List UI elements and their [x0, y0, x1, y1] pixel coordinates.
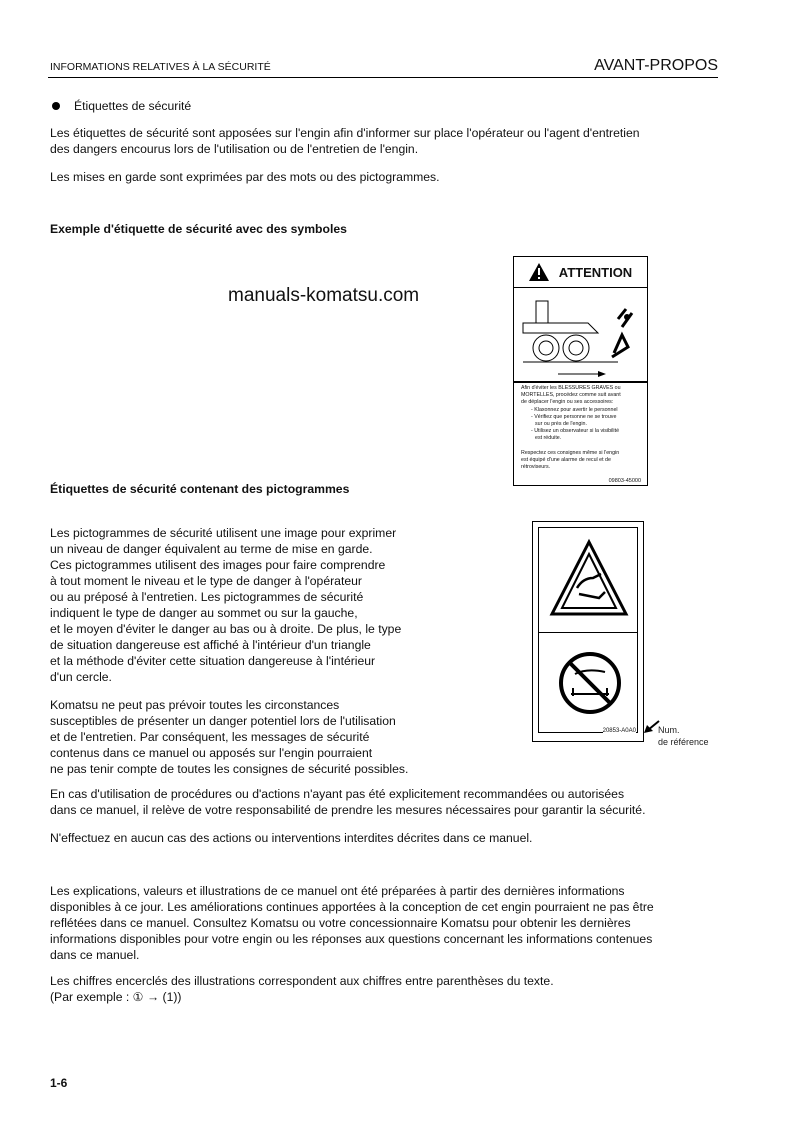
text-line: reflétées dans ce manuel. Consultez Komatsu ou votre concessionnaire Komatsu pour obtenir les dernières — [50, 916, 631, 930]
attention-label — [513, 256, 648, 486]
text-line: disponibles à ce jour. Les améliorations continues apportées à la conception de cet engin pourraient ne pas être — [50, 900, 654, 914]
heading-symbols: Exemple d'étiquette de sécurité avec des symboles — [50, 222, 347, 236]
text-line: et la méthode d'éviter cette situation dangereuse à l'intérieur — [50, 654, 376, 668]
text-line: est équipé d'une alarme de recul et de — [521, 456, 611, 463]
text-line: rétroviseurs. — [521, 464, 551, 471]
pictogram-label — [532, 521, 644, 742]
attention-text — [521, 385, 645, 471]
text-line: et de l'entretien. Par conséquent, les messages de sécurité — [50, 730, 370, 744]
text-line: indiquent le type de danger au sommet ou sur la gauche, — [50, 606, 358, 620]
text-line: Les explications, valeurs et illustrations de ce manuel ont été préparées à partir des dernières informations — [50, 884, 625, 898]
text-line: (Par exemple : ① → (1)) — [50, 990, 182, 1004]
text-line: de situation dangereuse est affiché à l'intérieur d'un triangle — [50, 638, 371, 652]
label-code: 09803-45000 — [608, 478, 641, 484]
text-line: dans ce manuel, il relève de votre responsabilité de prendre les mesures nécessaires pour garantir la sécurité. — [50, 803, 646, 817]
text-line: MORTELLES, procédez comme suit avant — [521, 392, 621, 399]
bullet-icon — [52, 102, 60, 110]
text-line: à tout moment le niveau et le type de danger à l'opérateur — [50, 574, 362, 588]
reference-number-caption — [658, 724, 709, 748]
watermark: manuals-komatsu.com — [228, 285, 420, 306]
forbidden-paragraph: N'effectuez en aucun cas des actions ou interventions interdites décrites dans ce manuel. — [50, 831, 533, 845]
text-line: Les étiquettes de sécurité sont apposées sur l'engin afin d'informer sur place l'opérateur ou l'agent d'entretien — [50, 126, 640, 140]
text-line: Respectez ces consignes même si l'engin — [521, 449, 620, 456]
text-line: de déplacer l'engin ou ses accessoires: — [521, 399, 614, 406]
attention-title: ATTENTION — [558, 264, 633, 280]
text-line: d'un cercle. — [50, 670, 112, 684]
hand-hazard-triangle-icon — [549, 538, 629, 620]
text-line: Les pictogrammes de sécurité utilisent une image pour exprimer — [50, 526, 397, 540]
text-line: Komatsu ne peut pas prévoir toutes les circonstances — [50, 698, 340, 712]
text-line: et le moyen d'éviter le danger au bas ou à droite. De plus, le type — [50, 622, 402, 636]
text-line: contenus dans ce manuel ou apposés sur l'engin pourraient — [50, 746, 373, 760]
text-line: ou au préposé à l'entretien. Les pictogrammes de sécurité — [50, 590, 364, 604]
text-line: En cas d'utilisation de procédures ou d'actions n'ayant pas été explicitement recommandées ou autorisées — [50, 787, 625, 801]
header-section: INFORMATIONS RELATIVES À LA SÉCURITÉ — [50, 61, 271, 73]
text-line: est réduite. — [535, 435, 562, 442]
header-chapter: AVANT-PROPOS — [594, 57, 718, 74]
text-line: Num. — [658, 725, 680, 735]
explanations-paragraph — [50, 883, 730, 963]
text-line: sur ou près de l'engin. — [535, 421, 587, 428]
text-line: informations disponibles pour votre engin ou les réponses aux questions concernant les informations contenues — [50, 932, 653, 946]
page-number: 1-6 — [50, 1076, 68, 1090]
text-line: susceptibles de présenter un danger potentiel lors de l'utilisation — [50, 714, 396, 728]
text-line: Afin d'éviter les BLESSURES GRAVES ou — [521, 385, 621, 391]
text-line: Les chiffres encerclés des illustrations correspondent aux chiffres entre parenthèses du texte. — [50, 974, 554, 988]
text-line: - Utilisez un observateur si la visibilité — [531, 428, 620, 435]
text-line: ne pas tenir compte de toutes les consignes de sécurité possibles. — [50, 762, 409, 776]
no-hand-circle-icon — [557, 650, 623, 716]
text-line: - Klaxonnez pour avertir le personnel — [531, 406, 618, 413]
machine-runover-illustration — [518, 291, 643, 381]
text-line: des dangers encourus lors de l'utilisation ou de l'entretien de l'engin. — [50, 142, 419, 156]
header-rule — [48, 77, 718, 78]
intro-paragraph — [50, 125, 730, 157]
spacer — [521, 443, 645, 450]
text-line: un niveau de danger équivalent au terme de mise en garde. — [50, 542, 373, 556]
text-line: dans ce manuel. — [50, 948, 140, 962]
intro-paragraph-2: Les mises en garde sont exprimées par des mots ou des pictogrammes. — [50, 170, 440, 184]
label-code: 20853-A0A0 — [602, 728, 636, 734]
text-line: - Vérifiez que personne ne se trouve — [531, 413, 617, 420]
bullet-heading: Étiquettes de sécurité — [50, 98, 730, 114]
procedures-paragraph — [50, 786, 730, 818]
warning-triangle-icon — [529, 263, 549, 281]
text-line: Ces pictogrammes utilisent des images pour faire comprendre — [50, 558, 386, 572]
heading-pictograms: Étiquettes de sécurité contenant des pictogrammes — [50, 482, 350, 496]
circled-numbers-paragraph — [50, 973, 730, 1005]
text-line: de référence — [658, 737, 709, 747]
